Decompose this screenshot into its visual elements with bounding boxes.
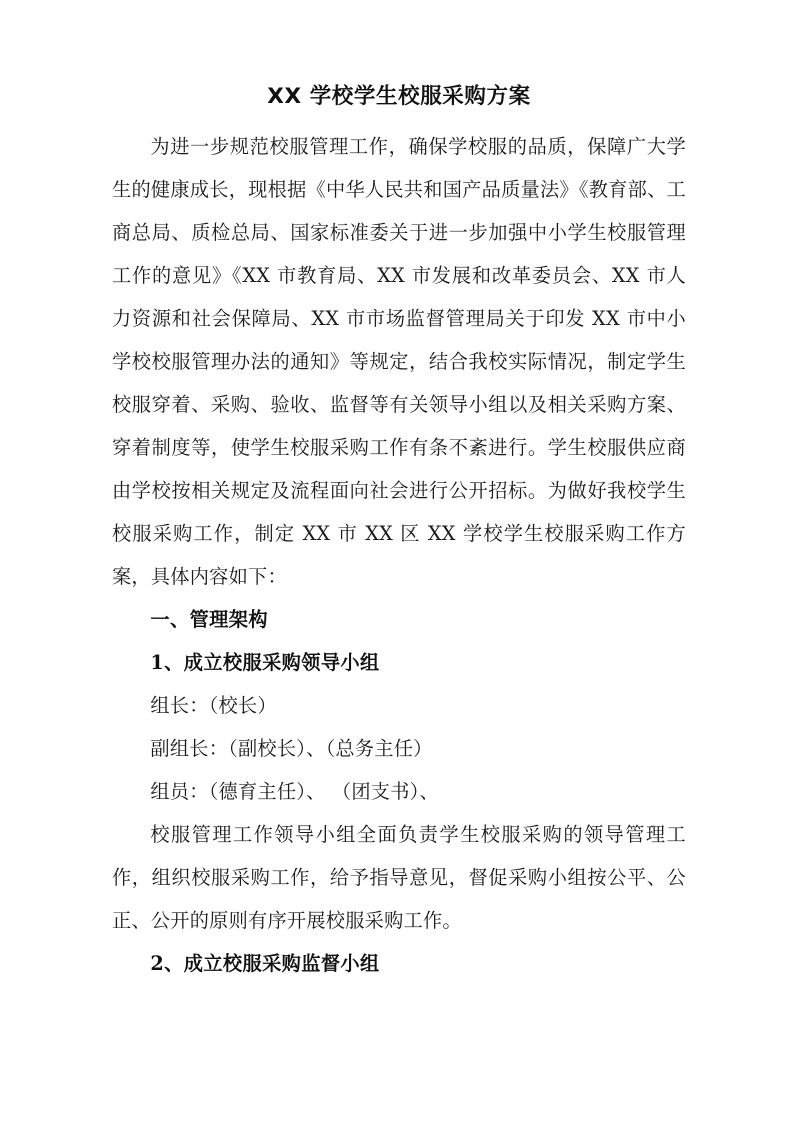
- document-body: [112, 80, 686, 985]
- roster-line-deputy-leader: 副组长：（副校长）、（总务主任）: [150, 737, 433, 760]
- paragraph-duties: 校服管理工作领导小组全面负责学生校服采购的领导管理工作，组织校服采购工作，给予指导意见，督促采购小组按公平、公正、公开的原则有序开展校服采购工作。: [112, 823, 686, 932]
- roster-line-members: 组员：（德育主任）、 （团支书）、: [150, 780, 439, 803]
- heading-subsection-1-1: 1、成立校服采购领导小组: [150, 651, 380, 674]
- heading-subsection-1-2: 2、成立校服采购监督小组: [150, 952, 380, 975]
- page-title: XX 学校学生校服采购方案: [267, 84, 531, 109]
- paragraph-intro: 为进一步规范校服管理工作，确保学校服的品质，保障广大学生的健康成长，现根据《中华人民共和国产品质量法》《教育部、工商总局、质检总局、国家标准委关于进一步加强中小学生校服管理工作的意见》《XX 市教育局、XX 市发展和改革委员会、XX 市人力资源和社会保障局、XX 市市场监督管理局关于印发 XX 市中小学校校服管理办法的通知》等规定，结合我校实际情况，制定学生校服穿着、采购、验收、监督等有关领导小组以及相关采购方案、穿着制度等，使学生校服采购工作有条不紊进行。学生校服供应商由学校按相关规定及流程面向社会进行公开招标。为做好我校学生校服采购工作，制定 XX 市 XX 区 XX 学校学生校服采购工作方案，具体内容如下：: [112, 135, 686, 588]
- roster-line-leader: 组长：（校长）: [150, 694, 277, 717]
- heading-section-1: 一、管理架构: [150, 608, 268, 631]
